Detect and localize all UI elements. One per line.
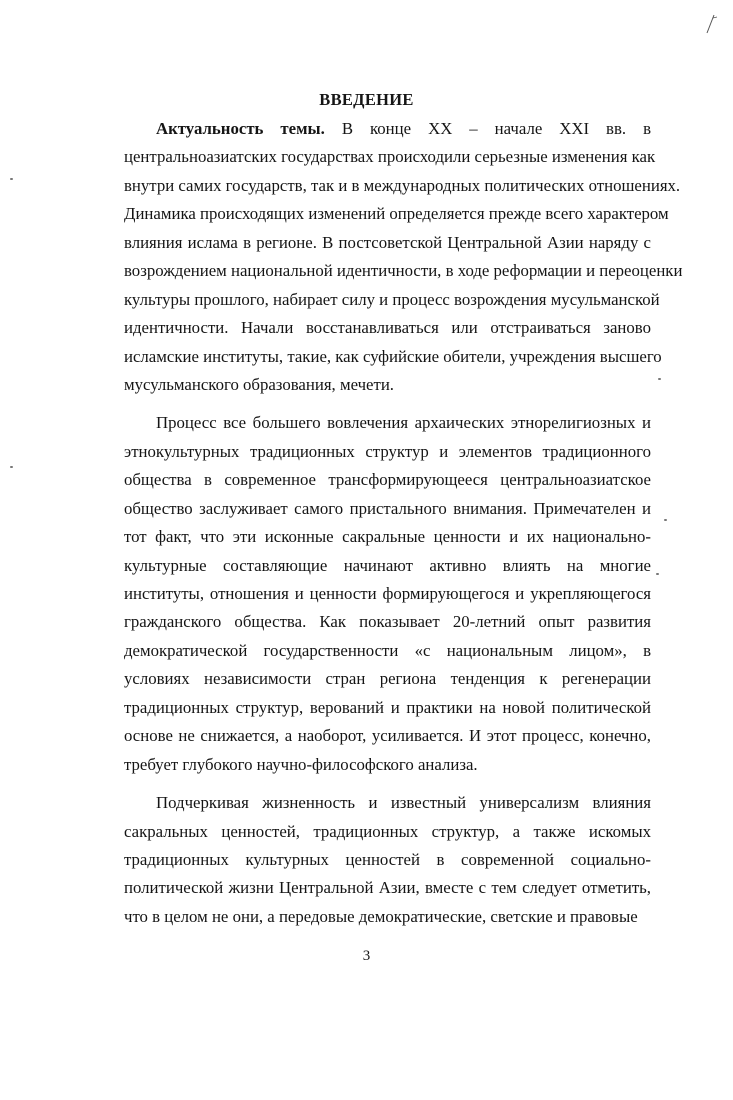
line-text: общества в современное трансформирующееся центральноазиатское	[124, 470, 651, 490]
paragraph	[124, 115, 683, 399]
text-line	[124, 665, 651, 693]
pen-mark-icon	[704, 12, 720, 34]
text-line	[124, 789, 651, 817]
text-line	[124, 466, 651, 494]
line-text: требует глубокого научно-философского анализа.	[124, 754, 478, 774]
scan-speck	[10, 466, 13, 468]
text-line	[124, 608, 651, 636]
scan-speck	[10, 178, 13, 180]
text-line	[124, 409, 651, 437]
line-text: этнокультурных традиционных структур и элементов традиционного	[124, 441, 651, 461]
section-heading: ВВЕДЕНИЕ	[319, 90, 414, 109]
page-number: 3	[362, 948, 371, 964]
line-text: традиционных культурных ценностей в современной социально-	[124, 849, 651, 869]
text-line	[124, 143, 656, 171]
line-text: культуры прошлого, набирает силу и процесс возрождения мусульманской	[124, 289, 660, 309]
line-text: основе не снижается, а наоборот, усиливается. И этот процесс, конечно,	[124, 726, 651, 746]
text-line	[124, 200, 669, 228]
line-text: гражданского общества. Как показывает 20-летний опыт развития	[124, 612, 651, 632]
text-line	[124, 343, 662, 371]
line-text: внутри самих государств, так и в международных политических отношениях.	[124, 175, 681, 195]
line-text: демократической государственности «с национальным лицом», в	[124, 640, 651, 660]
text-line	[124, 751, 651, 779]
text-line	[124, 495, 651, 523]
line-text: институты, отношения и ценности формирующегося и укрепляющегося	[124, 584, 651, 603]
line-text: идентичности. Начали восстанавливаться или отстраиваться заново	[124, 318, 651, 338]
line-text: традиционных структур, верований и практики на новой политической	[124, 697, 651, 717]
text-line	[124, 257, 683, 285]
text-line	[124, 722, 651, 750]
paragraph	[124, 789, 651, 931]
line-text: культурные составляющие начинают активно влиять на многие	[124, 555, 651, 575]
text-line	[124, 874, 651, 902]
paragraph-gap	[124, 399, 651, 409]
text-line	[124, 694, 651, 722]
text-line	[124, 314, 651, 342]
text-line	[124, 552, 651, 580]
scan-speck	[658, 378, 661, 380]
line-text: политической жизни Центральной Азии, вместе с тем следует отметить,	[124, 878, 651, 898]
text-line	[124, 523, 651, 551]
text-line	[124, 371, 651, 399]
line-text: В конце XX – начале XXI вв. в	[324, 119, 651, 138]
text-line	[124, 846, 651, 874]
text-line	[124, 229, 651, 257]
line-text: условиях независимости стран региона тенденция к регенерации	[124, 669, 651, 689]
line-text: Процесс все большего вовлечения архаических этнорелигиозных и	[156, 413, 651, 433]
paragraph-gap	[124, 779, 651, 789]
line-text: Динамика происходящих изменений определяется прежде всего характером	[124, 204, 669, 224]
line-text: общество заслуживает самого пристального внимания. Примечателен и	[124, 498, 651, 518]
lead-phrase: Актуальность темы.	[156, 119, 325, 138]
line-text: сакральных ценностей, традиционных структур, а также искомых	[124, 821, 651, 841]
line-text: мусульманского образования, мечети.	[124, 374, 394, 394]
scan-speck	[664, 519, 667, 521]
text-line	[124, 172, 681, 200]
text-line	[124, 438, 651, 466]
text-line	[124, 818, 651, 846]
body-text	[124, 115, 683, 931]
scan-speck	[656, 573, 659, 575]
text-line	[124, 115, 651, 143]
line-text: влияния ислама в регионе. В постсоветской Центральной Азии наряду с	[124, 232, 651, 252]
line-text: исламские институты, такие, как суфийские обители, учреждения высшего	[124, 346, 662, 366]
text-line	[124, 637, 651, 665]
line-text: Подчеркивая жизненность и известный универсализм влияния	[156, 793, 651, 813]
line-text: что в целом не они, а передовые демократические, светские и правовые	[124, 906, 638, 926]
text-line	[124, 903, 651, 931]
line-text: тот факт, что эти исконные сакральные ценности и их национально-	[124, 527, 651, 547]
paragraph	[124, 409, 651, 779]
line-text: возрождением национальной идентичности, в ходе реформации и переоценки	[124, 261, 683, 281]
line-text: центральноазиатских государствах происходили серьезные изменения как	[124, 147, 656, 167]
text-line	[124, 580, 651, 608]
text-line	[124, 286, 660, 314]
